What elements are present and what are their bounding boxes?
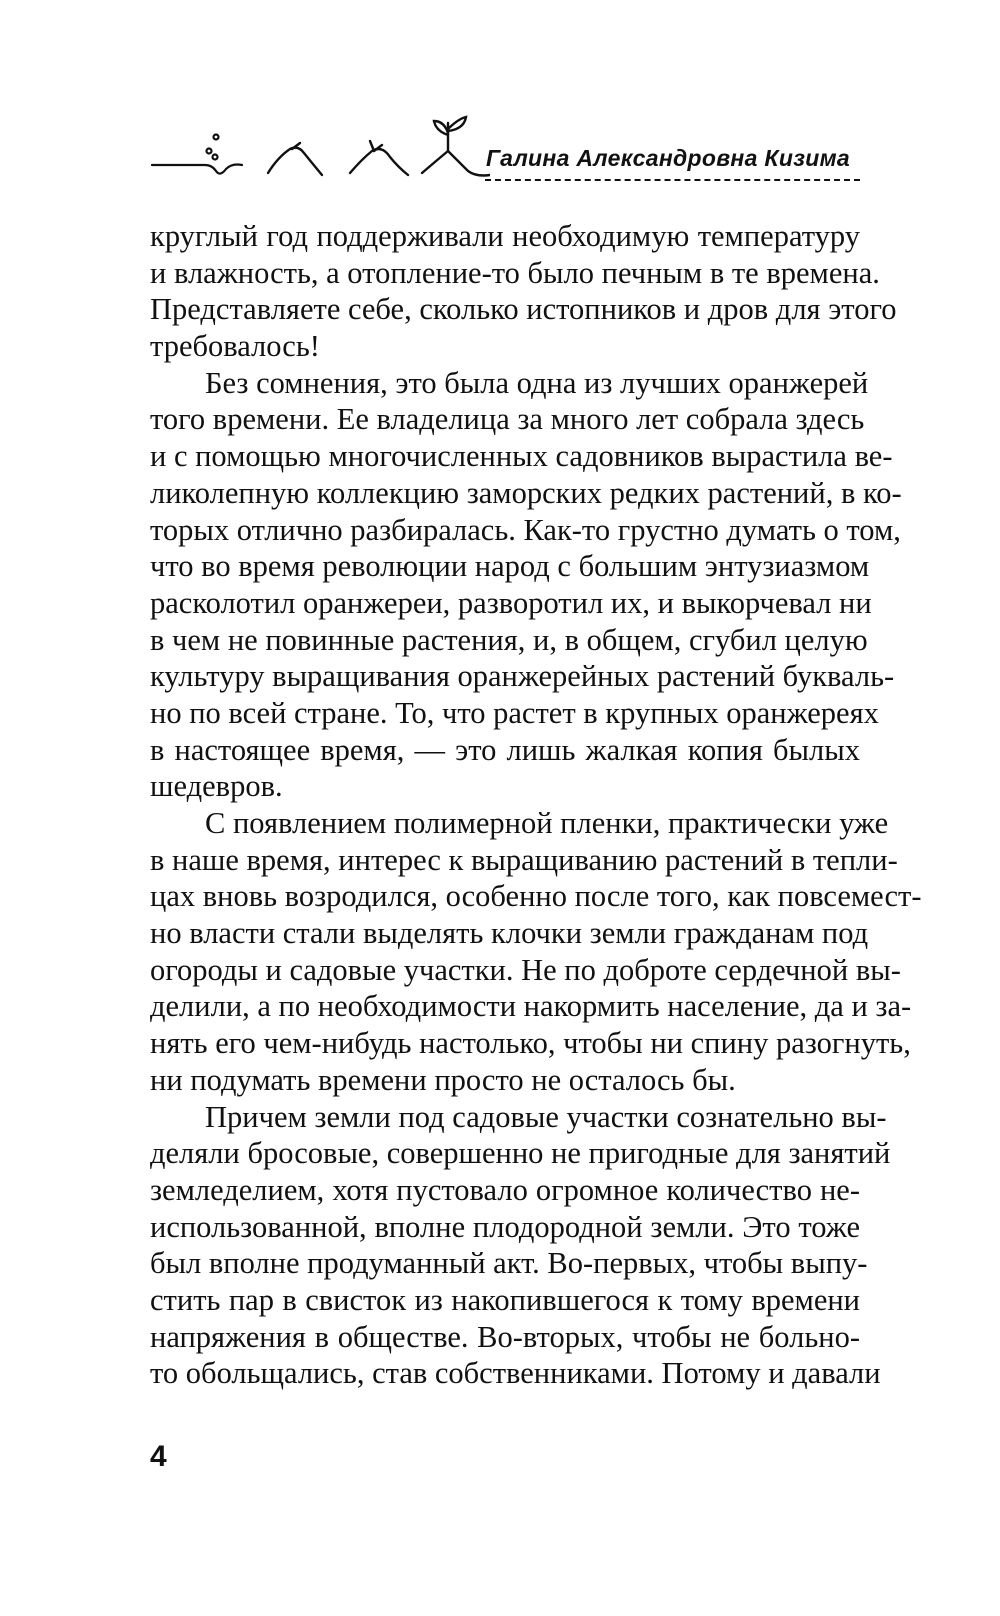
text-line: ликолепную коллекцию заморских редких растений, в ко- xyxy=(150,475,902,510)
text-line: использованной, вполне плодородной земли. Это тоже xyxy=(150,1209,860,1244)
paragraph-4 xyxy=(150,1099,891,1393)
paragraph-1 xyxy=(150,218,897,365)
text-line: деляли бросовые, совершенно не пригодные для занятий xyxy=(150,1136,891,1171)
running-header xyxy=(150,105,860,195)
page-number: 4 xyxy=(150,1440,167,1473)
text-line: Без сомнения, это была одна из лучших оранжерей xyxy=(205,365,869,400)
seedling-icon xyxy=(422,117,490,176)
text-line: требовалось! xyxy=(150,329,320,364)
paragraph-2 xyxy=(150,365,902,805)
text-line: С появлением полимерной пленки, практически уже xyxy=(205,806,889,840)
text-line: в настоящее время, — это лишь жалкая копия былых xyxy=(150,732,860,767)
text-line: и с помощью многочисленных садовников вырастила ве- xyxy=(150,439,893,474)
text-line: культуру выращивания оранжерейных растений букваль- xyxy=(150,659,895,694)
text-line: и влажность, а отопление-то было печным в те времена. xyxy=(150,255,880,290)
paragraph-3 xyxy=(150,805,922,1099)
text-line: в наше время, интерес к выращиванию растений в тепли- xyxy=(150,842,898,877)
text-line: Причем земли под садовые участки сознательно вы- xyxy=(205,1099,887,1134)
text-line: в чем не повинные растения, и, в общем, сгубил целую xyxy=(150,622,868,657)
text-line: расколотил оранжереи, разворотил их, и выкорчевал ни xyxy=(150,585,872,620)
author-name: Галина Александровна Кизима xyxy=(485,145,850,171)
text-line: напряжения в обществе. Во-вторых, чтобы не больно- xyxy=(150,1319,860,1354)
garden-ornament xyxy=(150,105,490,195)
text-line: стить пар в свисток из накопившегося к тому времени xyxy=(150,1282,860,1317)
text-line: но по всей стране. То, что растет в крупных оранжереях xyxy=(150,695,879,730)
text-line: делили, а по необходимости накормить население, да и за- xyxy=(150,989,912,1024)
text-line: но власти стали выделять клочки земли гражданам под xyxy=(150,916,869,951)
text-line: земледелием, хотя пустовало огромное количество не- xyxy=(150,1172,860,1207)
text-line: огороды и садовые участки. Не по доброте сердечной вы- xyxy=(150,952,901,987)
seed-sowing-icon xyxy=(152,135,242,174)
text-line: был вполне продуманный акт. Во-первых, чтобы выпу- xyxy=(150,1246,868,1281)
sprout-emerging-icon xyxy=(350,141,408,175)
text-line: цах вновь возродился, особенно после того, как повсемест- xyxy=(150,879,922,914)
soil-mound-icon xyxy=(268,143,322,175)
text-line: Представляете себе, сколько истопников и дров для этого xyxy=(150,292,897,327)
text-line: круглый год поддерживали необходимую температуру xyxy=(150,219,860,253)
header-dashed-rule xyxy=(485,179,860,181)
text-line: шедевров. xyxy=(150,769,283,804)
text-line: что во время революции народ с большим энтузиазмом xyxy=(150,549,870,584)
text-line: ни подумать времени просто не осталось бы. xyxy=(150,1062,736,1097)
text-line: торых отлично разбиралась. Как-то грустно думать о том, xyxy=(150,512,901,547)
body-text xyxy=(150,218,922,1392)
text-line: нять его чем-нибудь настолько, чтобы ни спину разогнуть, xyxy=(150,1026,911,1061)
text-line: того времени. Ее владелица за много лет собрала здесь xyxy=(150,402,865,437)
text-line: то обольщались, став собственниками. Потому и давали xyxy=(150,1356,881,1391)
